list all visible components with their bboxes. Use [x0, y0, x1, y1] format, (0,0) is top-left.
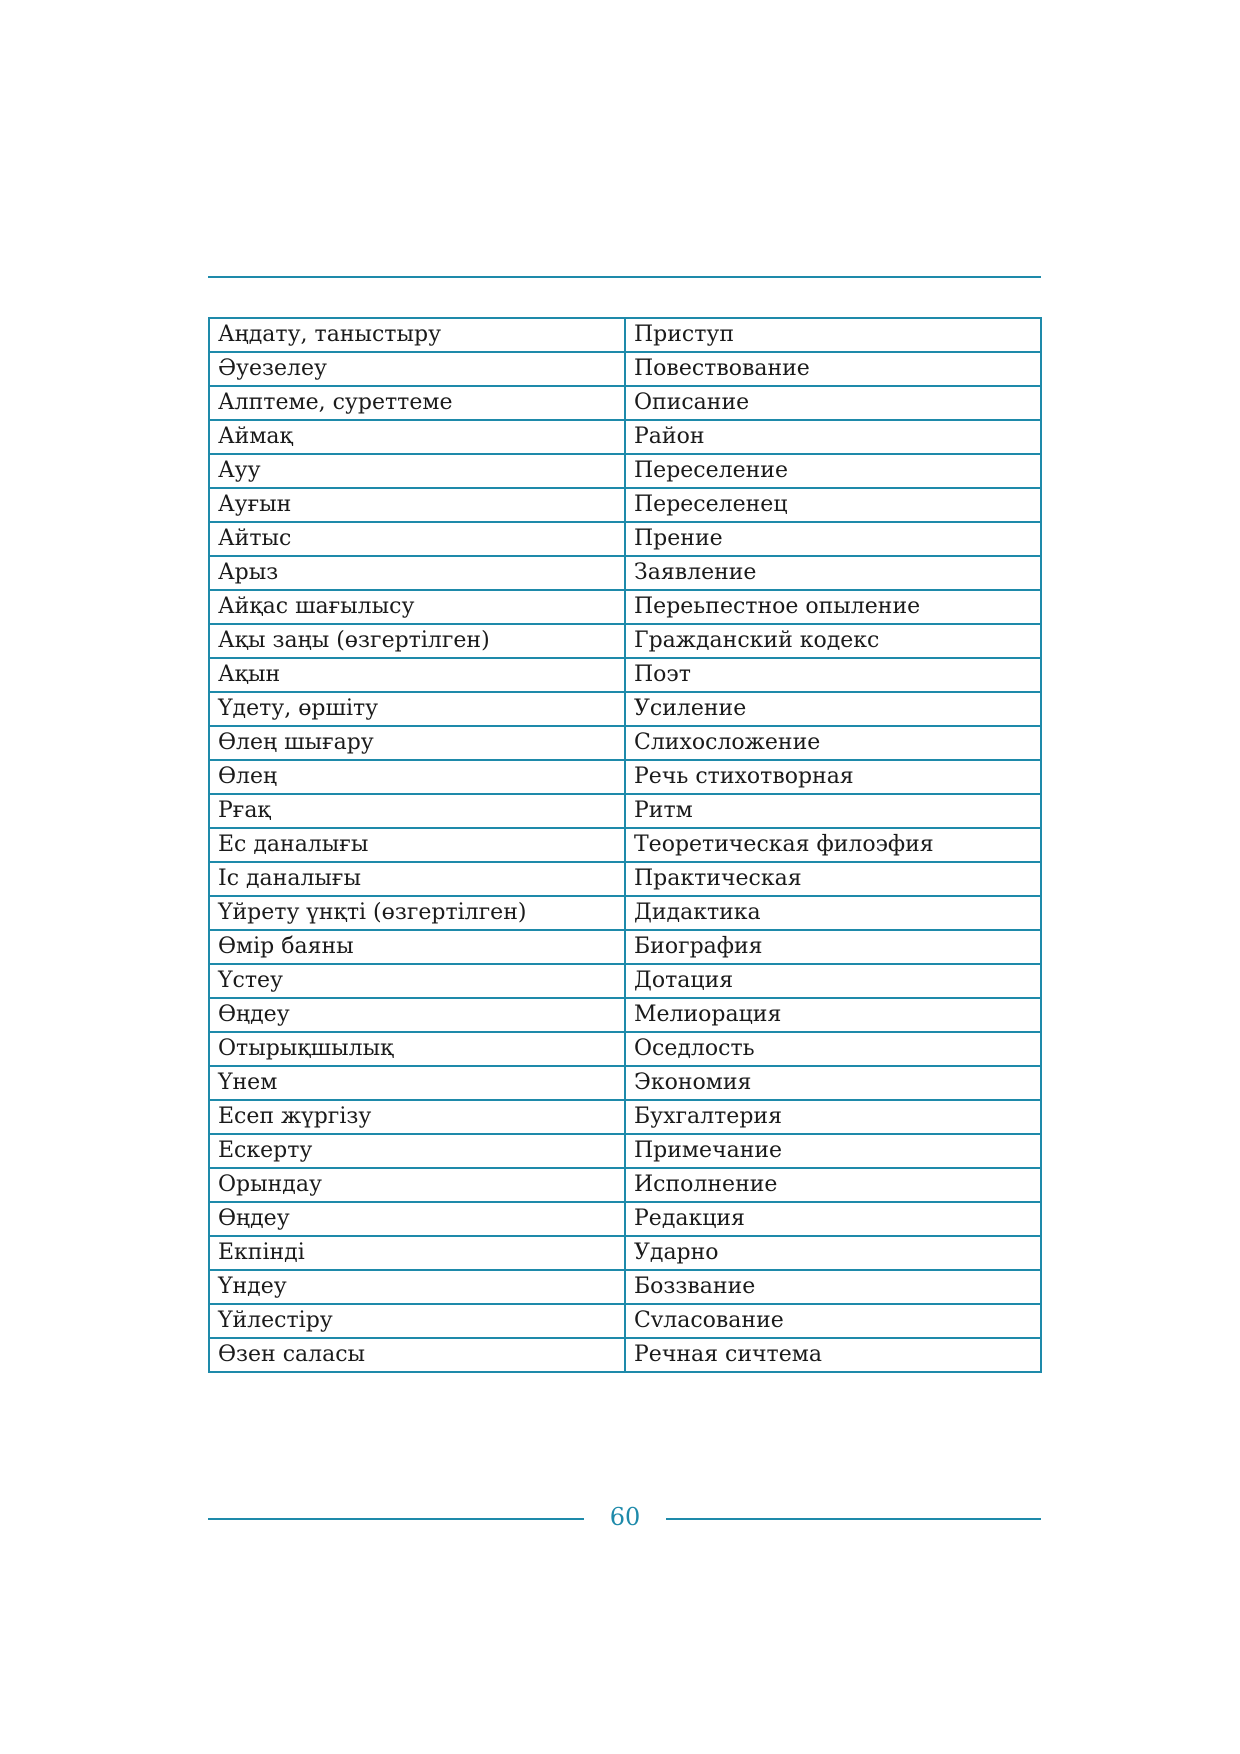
table-row [209, 692, 1041, 726]
russian-term-cell: Бухгалтерия [625, 1100, 1041, 1134]
kazakh-term-cell: Арыз [209, 556, 625, 590]
table-row [209, 522, 1041, 556]
table-row [209, 1066, 1041, 1100]
table-row [209, 1168, 1041, 1202]
kazakh-term-cell: Өлең [209, 760, 625, 794]
kazakh-term-cell: Әуезелеу [209, 352, 625, 386]
kazakh-term-cell: Алптеме, суреттеме [209, 386, 625, 420]
kazakh-term-cell: Аңдату, таныстыру [209, 318, 625, 352]
table-row [209, 964, 1041, 998]
table-row [209, 658, 1041, 692]
russian-term-cell: Дидактика [625, 896, 1041, 930]
table-row [209, 1236, 1041, 1270]
kazakh-term-cell: Іс даналығы [209, 862, 625, 896]
kazakh-term-cell: Өзен саласы [209, 1338, 625, 1372]
russian-term-cell: Примечание [625, 1134, 1041, 1168]
table-row [209, 726, 1041, 760]
russian-term-cell: Дотация [625, 964, 1041, 998]
kazakh-term-cell: Өлең шығару [209, 726, 625, 760]
header-divider [208, 276, 1041, 278]
kazakh-term-cell: Айтыс [209, 522, 625, 556]
kazakh-term-cell: Өмір баяны [209, 930, 625, 964]
russian-term-cell: Заявление [625, 556, 1041, 590]
table-row [209, 1032, 1041, 1066]
table-row [209, 318, 1041, 352]
footer-divider-right [666, 1518, 1041, 1520]
kazakh-term-cell: Айқас шағылысу [209, 590, 625, 624]
table-row [209, 896, 1041, 930]
russian-term-cell: Переселенец [625, 488, 1041, 522]
kazakh-term-cell: Аймақ [209, 420, 625, 454]
table-row [209, 998, 1041, 1032]
kazakh-term-cell: Үстеу [209, 964, 625, 998]
kazakh-term-cell: Ескерту [209, 1134, 625, 1168]
table-row [209, 1134, 1041, 1168]
table-row [209, 862, 1041, 896]
table-row [209, 624, 1041, 658]
kazakh-term-cell: Орындау [209, 1168, 625, 1202]
table-row [209, 760, 1041, 794]
kazakh-term-cell: Есеп жүргізу [209, 1100, 625, 1134]
table-row [209, 1202, 1041, 1236]
russian-term-cell: Редакция [625, 1202, 1041, 1236]
russian-term-cell: Экономия [625, 1066, 1041, 1100]
russian-term-cell: Оседлость [625, 1032, 1041, 1066]
russian-term-cell: Боззвание [625, 1270, 1041, 1304]
kazakh-term-cell: Үнем [209, 1066, 625, 1100]
kazakh-term-cell: Ақын [209, 658, 625, 692]
table-row [209, 1304, 1041, 1338]
glossary-table [208, 317, 1042, 1373]
glossary-table-body [209, 318, 1041, 1372]
russian-term-cell: Переьпестное опыление [625, 590, 1041, 624]
russian-term-cell: Сvласование [625, 1304, 1041, 1338]
table-row [209, 794, 1041, 828]
russian-term-cell: Прение [625, 522, 1041, 556]
table-row [209, 488, 1041, 522]
table-row [209, 1100, 1041, 1134]
kazakh-term-cell: Ес даналығы [209, 828, 625, 862]
russian-term-cell: Речь стихотворная [625, 760, 1041, 794]
table-row [209, 420, 1041, 454]
table-row [209, 454, 1041, 488]
russian-term-cell: Мелиорация [625, 998, 1041, 1032]
table-row [209, 352, 1041, 386]
kazakh-term-cell: Екпінді [209, 1236, 625, 1270]
kazakh-term-cell: Ауу [209, 454, 625, 488]
table-row [209, 828, 1041, 862]
footer-divider-left [208, 1518, 584, 1520]
kazakh-term-cell: Өңдеу [209, 1202, 625, 1236]
russian-term-cell: Ритм [625, 794, 1041, 828]
russian-term-cell: Усиление [625, 692, 1041, 726]
kazakh-term-cell: Үйлестіру [209, 1304, 625, 1338]
kazakh-term-cell: Үдету, өршіту [209, 692, 625, 726]
russian-term-cell: Поэт [625, 658, 1041, 692]
russian-term-cell: Приступ [625, 318, 1041, 352]
kazakh-term-cell: Отырықшылық [209, 1032, 625, 1066]
kazakh-term-cell: Ақы заңы (өзгертілген) [209, 624, 625, 658]
table-row [209, 930, 1041, 964]
russian-term-cell: Исполнение [625, 1168, 1041, 1202]
russian-term-cell: Слихосложение [625, 726, 1041, 760]
russian-term-cell: Ударно [625, 1236, 1041, 1270]
russian-term-cell: Описание [625, 386, 1041, 420]
table-row [209, 386, 1041, 420]
kazakh-term-cell: Ауғын [209, 488, 625, 522]
kazakh-term-cell: Рғақ [209, 794, 625, 828]
table-row [209, 1270, 1041, 1304]
russian-term-cell: Гражданский кодекс [625, 624, 1041, 658]
table-row [209, 1338, 1041, 1372]
kazakh-term-cell: Үндеу [209, 1270, 625, 1304]
kazakh-term-cell: Өңдеу [209, 998, 625, 1032]
russian-term-cell: Практическая [625, 862, 1041, 896]
russian-term-cell: Теоретическая филоэфия [625, 828, 1041, 862]
russian-term-cell: Повествование [625, 352, 1041, 386]
russian-term-cell: Речная сичтема [625, 1338, 1041, 1372]
russian-term-cell: Переселение [625, 454, 1041, 488]
table-row [209, 590, 1041, 624]
russian-term-cell: Биография [625, 930, 1041, 964]
kazakh-term-cell: Үйрету үнқті (өзгертілген) [209, 896, 625, 930]
table-row [209, 556, 1041, 590]
page-number: 60 [609, 1503, 641, 1531]
russian-term-cell: Район [625, 420, 1041, 454]
